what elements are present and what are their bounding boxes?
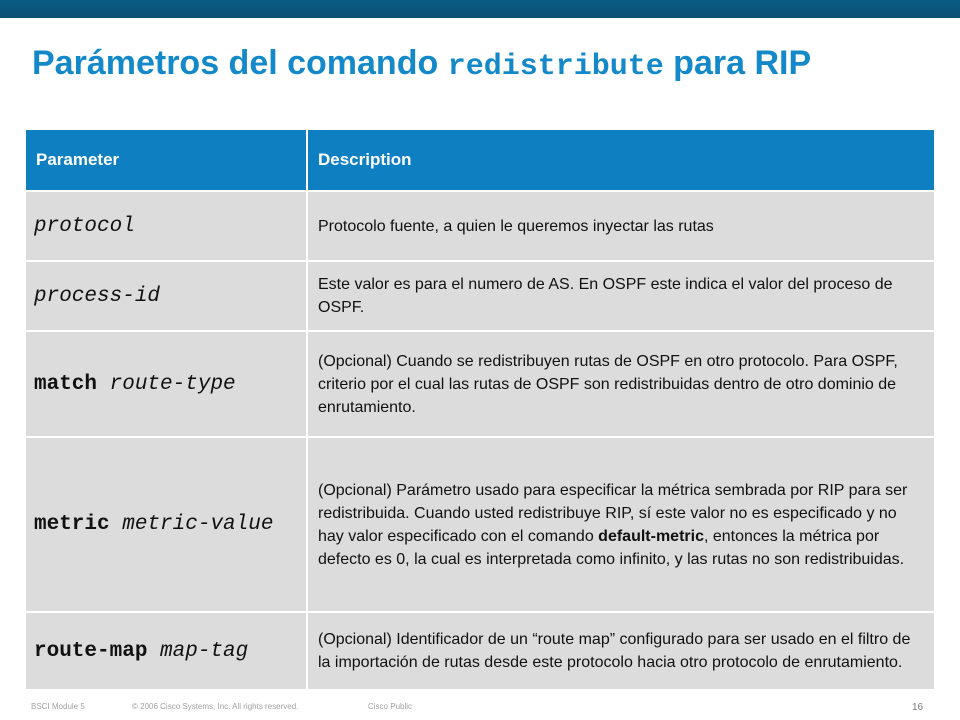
parameter-keyword: route-map bbox=[34, 639, 148, 663]
description-cell bbox=[308, 438, 934, 611]
parameter-cell bbox=[26, 262, 306, 330]
table-row bbox=[26, 613, 934, 689]
description-cell: Protocolo fuente, a quien le queremos inyectar las rutas bbox=[308, 192, 934, 260]
slide-title bbox=[32, 44, 932, 84]
parameter-cell bbox=[26, 613, 306, 689]
description-command-bold: default-metric bbox=[598, 527, 704, 545]
parameter-keyword: metric bbox=[34, 513, 110, 536]
header-parameter: Parameter bbox=[26, 130, 306, 190]
table-row bbox=[26, 192, 934, 260]
title-prefix: Parámetros del comando bbox=[32, 44, 448, 82]
title-suffix: para RIP bbox=[663, 44, 812, 82]
footer-classification: Cisco Public bbox=[368, 702, 413, 711]
parameter-cell bbox=[26, 438, 306, 611]
description-text-before: (Opcional) Parámetro usado para especificar la métrica sembrada por RIP para ser redistribuida. Cuando usted redistribuye RIP, sí este valor no es especificado y no hay valor especificado con el comando bbox=[318, 481, 908, 545]
description-cell: (Opcional) Identificador de un “route map” configurado para ser usado en el filtro de la importación de rutas desde este protocolo hacia otro protocolo de enrutamiento. bbox=[308, 613, 934, 689]
parameters-table bbox=[24, 128, 936, 691]
parameter-argument: metric-value bbox=[122, 513, 274, 536]
title-command: redistribute bbox=[447, 50, 664, 84]
parameter-keyword: match bbox=[34, 372, 98, 396]
table-row bbox=[26, 262, 934, 330]
description-cell: (Opcional) Cuando se redistribuyen rutas de OSPF en otro protocolo. Para OSPF, criterio por el cual las rutas de OSPF son redistribuidas dentro de otro dominio de enrutamiento. bbox=[308, 332, 934, 436]
top-banner bbox=[0, 0, 960, 18]
description-text-after: , entonces la métrica por defecto es 0, la cual es interpretada como infinito, y las rutas no son redistribuidas. bbox=[318, 527, 905, 568]
parameter-cell bbox=[26, 192, 306, 260]
parameter-argument: map-tag bbox=[160, 639, 249, 663]
parameter-cell bbox=[26, 332, 306, 436]
header-description: Description bbox=[308, 130, 934, 190]
description-cell: Este valor es para el numero de AS. En OSPF este indica el valor del proceso de OSPF. bbox=[308, 262, 934, 330]
footer-copyright: © 2006 Cisco Systems, Inc. All rights reserved. bbox=[132, 702, 299, 711]
parameter-argument: route-type bbox=[109, 372, 236, 396]
parameter-argument: protocol bbox=[34, 214, 135, 238]
page-number: 16 bbox=[912, 702, 924, 713]
table-header-row bbox=[26, 130, 934, 190]
parameter-argument: process-id bbox=[34, 284, 161, 308]
table-row bbox=[26, 332, 934, 436]
table-row bbox=[26, 438, 934, 611]
footer-module: BSCI Module 5 bbox=[31, 702, 85, 711]
